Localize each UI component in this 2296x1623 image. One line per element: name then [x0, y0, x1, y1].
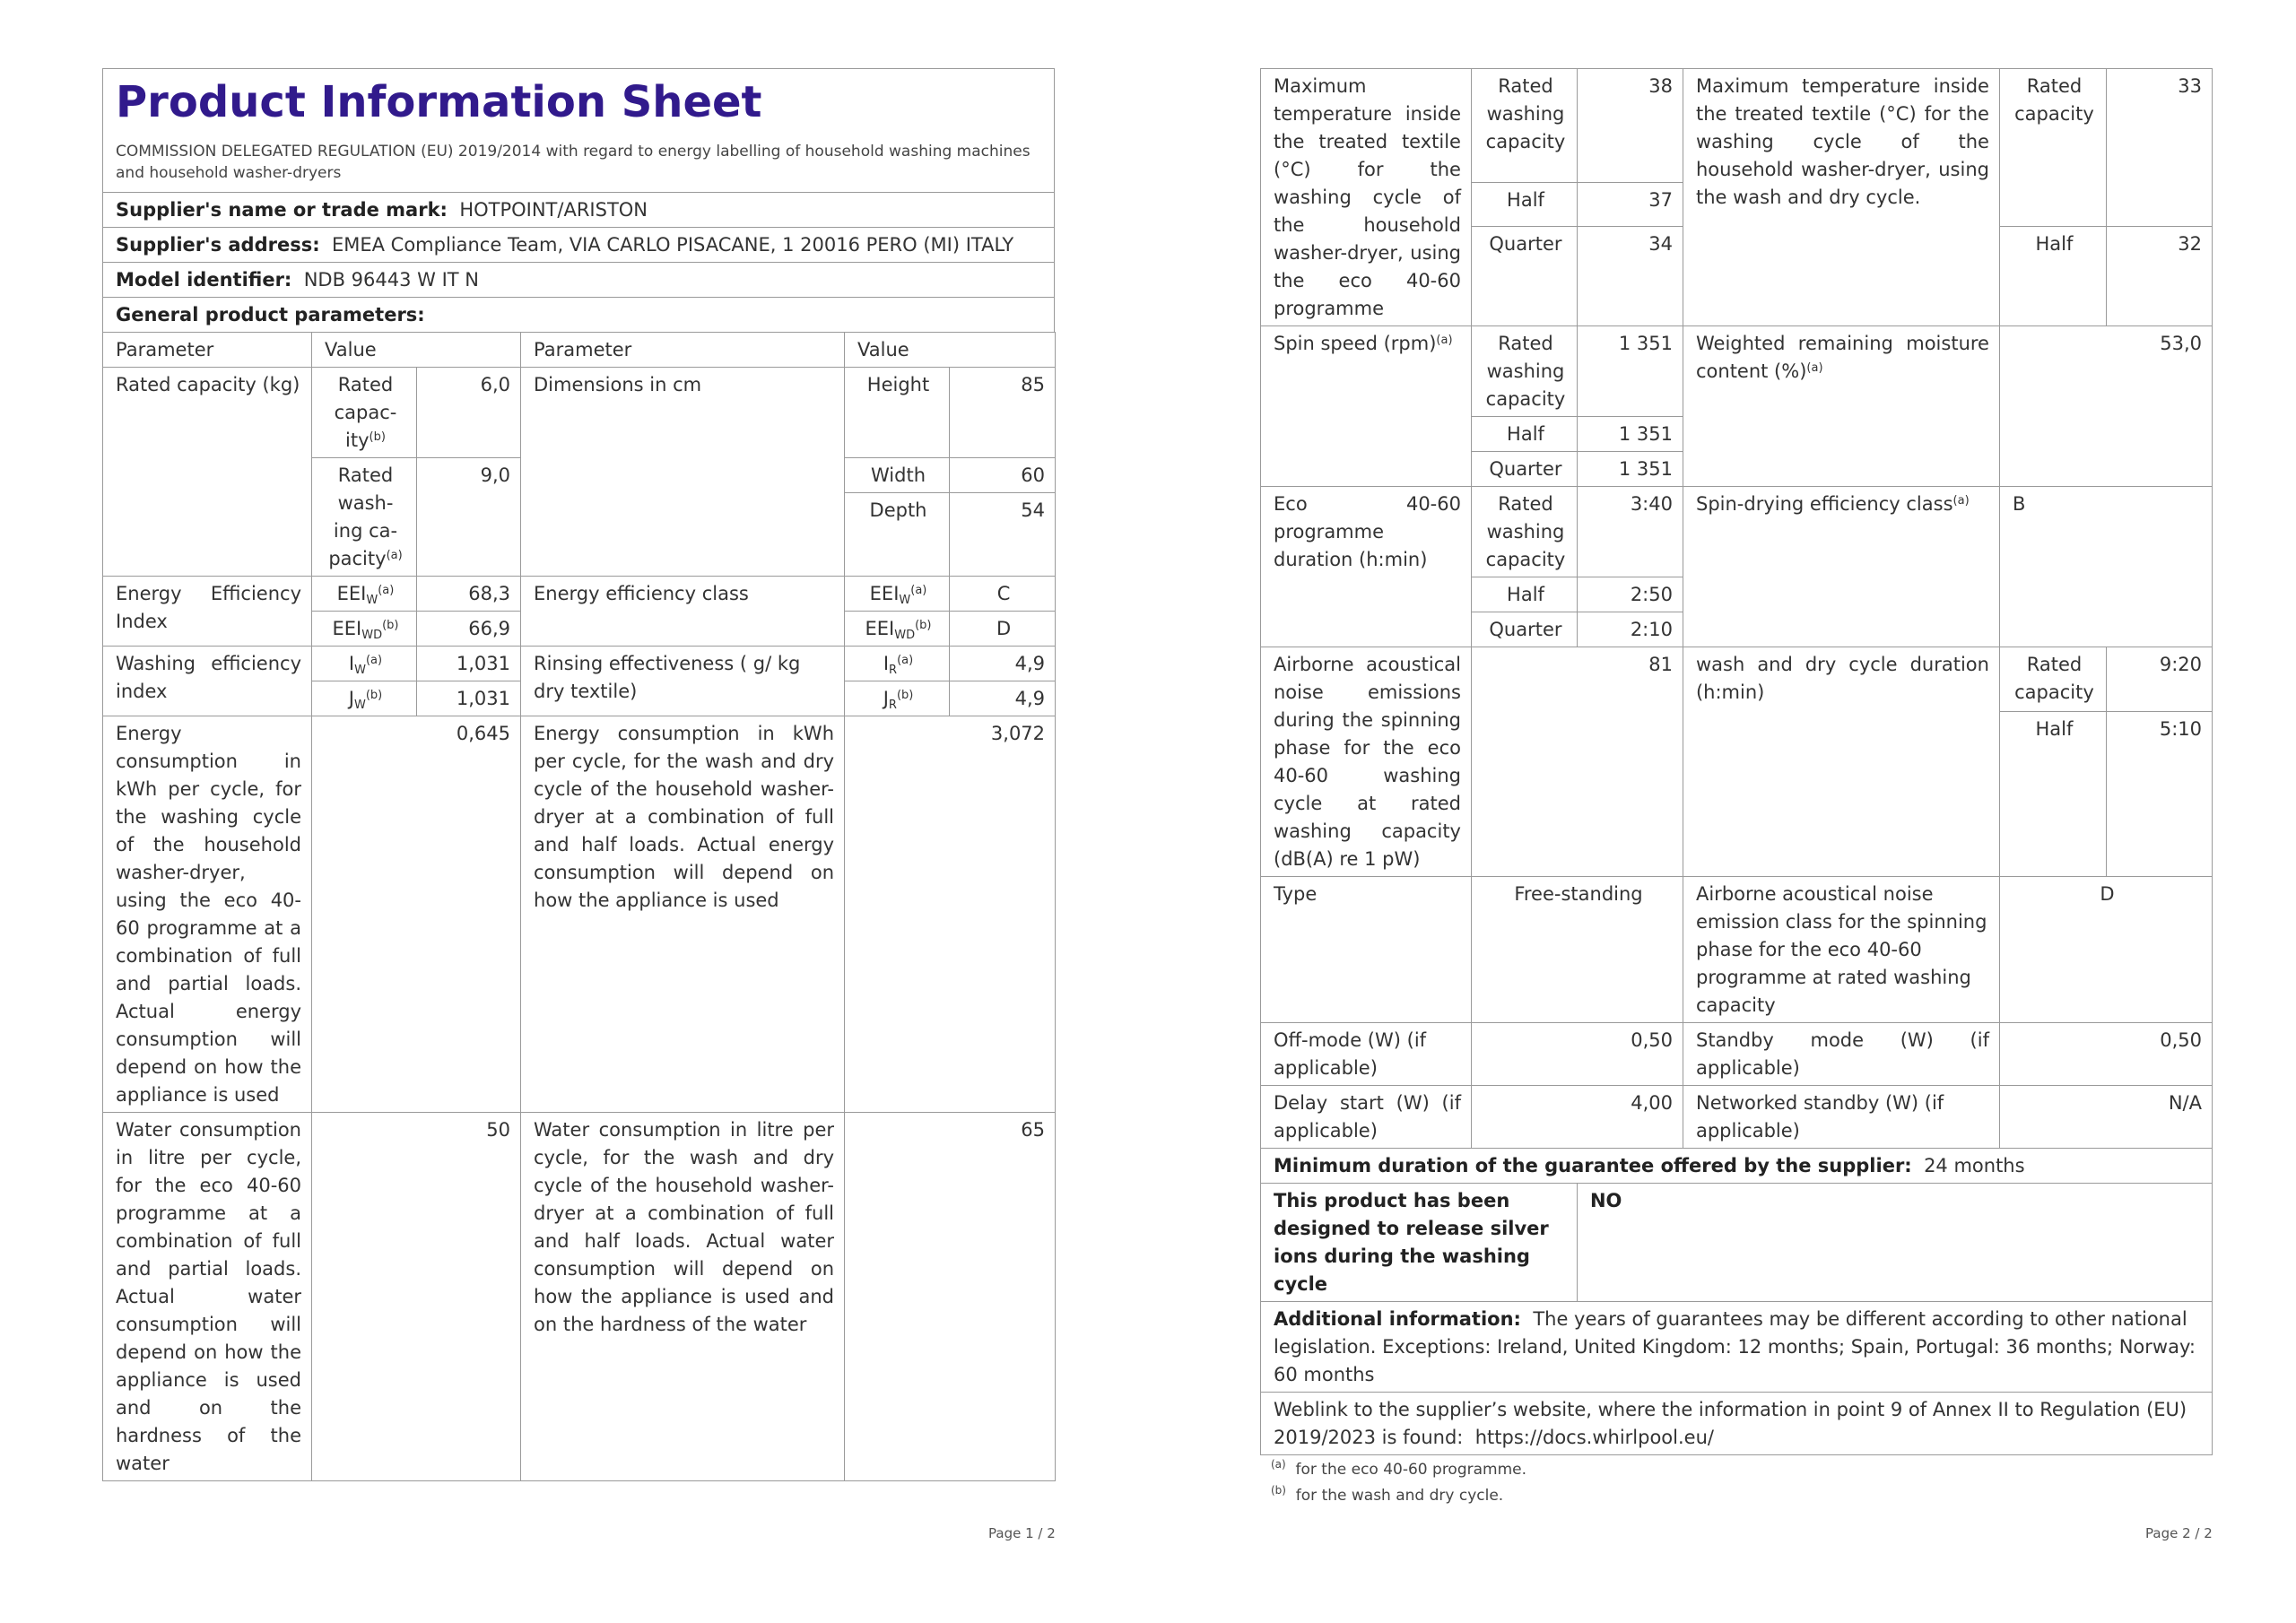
max-temp-quarter-label: Quarter — [1471, 227, 1577, 326]
moisture-value: 53,0 — [1999, 326, 2212, 487]
offmode-row — [1261, 1023, 2213, 1086]
eco-rated-value: 3:40 — [1577, 487, 1683, 577]
silver-label: This product has been designed to release silver ions during the washing cycle — [1261, 1184, 1578, 1302]
eeiw-symbol — [312, 577, 417, 612]
footnote-b-text: for the wash and dry cycle. — [1295, 1487, 1504, 1505]
energy-cons-value: 0,645 — [312, 716, 521, 1113]
eeiwd-value: 66,9 — [417, 612, 521, 647]
params-header — [103, 333, 1056, 368]
eeiw-class-value: C — [950, 577, 1056, 612]
sub-w-4: W — [353, 699, 366, 712]
supplier-label: Supplier's name or trade mark: — [116, 199, 448, 221]
sub-w-2: W — [899, 594, 911, 607]
eei-sym-4: EEI — [865, 618, 895, 639]
rated-capacity-sublabel — [312, 368, 417, 458]
max-temp-wd-rated-value: 33 — [2106, 69, 2212, 227]
address-value: EMEA Compliance Team, VIA CARLO PISACANE, 1 20016 PERO (MI) ITALY — [331, 234, 1014, 256]
washing-eff-row-1 — [103, 647, 1056, 681]
rated-capac-text-2: ity — [345, 430, 370, 451]
spin-half-label: Half — [1471, 417, 1577, 452]
params-table — [102, 332, 1056, 1481]
weblink-text: Weblink to the supplier’s website, where the information in point 9 of Annex II to Regulation (EU) 2019/2023 is found: — [1274, 1399, 2187, 1448]
networked-value: N/A — [1999, 1086, 2212, 1149]
params-table-2 — [1260, 68, 2213, 1455]
delay-value: 4,00 — [1471, 1086, 1683, 1149]
eco-quarter-value: 2:10 — [1577, 612, 1683, 647]
water-cons-wd-value: 65 — [845, 1113, 1056, 1481]
eeiw-class-symbol — [845, 577, 950, 612]
eco-half-value: 2:50 — [1577, 577, 1683, 612]
footnote-a-mark: (a) — [386, 549, 403, 562]
rated-washing-value: 9,0 — [417, 458, 521, 577]
rated-capacity-label: Rated capacity (kg) — [103, 368, 312, 577]
model-label: Model identifier: — [116, 269, 292, 291]
general-params-row — [103, 298, 1055, 333]
sub-wd: WD — [361, 629, 383, 642]
sup-a-4: (a) — [897, 654, 914, 667]
max-temp-half-value: 37 — [1577, 182, 1683, 226]
supplier-value: HOTPOINT/ARISTON — [459, 199, 648, 221]
networked-label: Networked standby (W) (if applicable) — [1683, 1086, 1999, 1149]
eei-row-1 — [103, 577, 1056, 612]
footnote-b-mark: (b) — [369, 430, 386, 444]
sub-wd-2: WD — [894, 629, 916, 642]
rated-wash-a: Rated — [337, 464, 394, 486]
energy-cons-row — [103, 716, 1056, 1113]
water-cons-label: Water consumption in litre per cycle, for the eco 40-60 programme at a combination of full and partial loads. Actual water consumption will depend on how the appliance is used and on the hardness of the water — [103, 1113, 312, 1481]
guarantee-value: 24 months — [1924, 1155, 2025, 1176]
additional-value: The years of guarantees may be different according to other national legislation. Exceptions: Ireland, United Kingdom: 12 months; Spain, Portugal: 36 months; Norway: 60 months — [1274, 1308, 2196, 1385]
eco-duration-label: Eco 40-60 programme duration (h:min) — [1261, 487, 1472, 647]
rinsing-label: Rinsing effectiveness ( g/ kg dry textile) — [521, 647, 845, 716]
model-row — [103, 263, 1055, 298]
eei-label: Energy Efficiency Index — [103, 577, 312, 647]
sup-b-4: (b) — [896, 689, 914, 702]
eeiwd-class-value: D — [950, 612, 1056, 647]
spin-half-value: 1 351 — [1577, 417, 1683, 452]
supplier-row — [103, 193, 1055, 228]
wd-rated-label: Rated capacity — [1999, 647, 2106, 712]
footnote-a-text: for the eco 40-60 programme. — [1295, 1461, 1527, 1479]
height-value: 85 — [950, 368, 1056, 458]
delay-row — [1261, 1086, 2213, 1149]
max-temp-quarter-value: 34 — [1577, 227, 1683, 326]
offmode-value: 0,50 — [1471, 1023, 1683, 1086]
width-label: Width — [845, 458, 950, 493]
max-temp-rated-value: 38 — [1577, 69, 1683, 183]
depth-label: Depth — [845, 493, 950, 577]
silver-row — [1261, 1184, 2213, 1302]
spin-class-sup-a: (a) — [1952, 494, 1970, 508]
water-cons-value: 50 — [312, 1113, 521, 1481]
dimensions-label: Dimensions in cm — [521, 368, 845, 577]
sup-a-2: (a) — [910, 584, 927, 597]
eco-half-label: Half — [1471, 577, 1577, 612]
sup-b-2: (b) — [915, 619, 932, 632]
max-temp-wd-rated-label: Rated capacity — [1999, 69, 2106, 227]
general-params-label: General product parameters: — [116, 304, 425, 325]
energy-cons-wd-label: Energy consumption in kWh per cycle, for the wash and dry cycle of the household washer-dryer at a combination of full and half loads. Actual energy consumption will depend on how the appliance is used — [521, 716, 845, 1113]
iw-value: 1,031 — [417, 647, 521, 681]
moisture-sup-a: (a) — [1806, 361, 1823, 375]
title-cell — [103, 69, 1055, 193]
eco-quarter-label: Quarter — [1471, 612, 1577, 647]
ir-symbol — [845, 647, 950, 681]
guarantee-label: Minimum duration of the guarantee offered by the supplier: — [1274, 1155, 1912, 1176]
guarantee-row — [1261, 1149, 2213, 1184]
type-label: Type — [1261, 877, 1472, 1023]
jw-symbol — [312, 681, 417, 716]
i-sym-2: I — [883, 653, 890, 674]
eco-row-1 — [1261, 487, 2213, 577]
energy-cons-label: Energy consumption in kWh per cycle, for the washing cycle of the household washer-dryer, using the eco 40-60 programme at a combination of full and partial loads. Actual energy consumption will depend on how the appliance is used — [103, 716, 312, 1113]
address-label: Supplier's address: — [116, 234, 320, 256]
j-sym-2: J — [883, 688, 889, 709]
moisture-label — [1683, 326, 1999, 487]
page-2 — [1260, 68, 2213, 1507]
eco-rated-label: Rated washing capacity — [1471, 487, 1577, 577]
noise-row-1 — [1261, 647, 2213, 712]
noise-label: Airborne acoustical noise emissions during the spinning phase for the eco 40-60 washing cycle at rated washing capacity (dB(A) re 1 pW) — [1261, 647, 1472, 877]
footnote-b-marker: (b) — [1271, 1484, 1286, 1497]
capacity-row-1 — [103, 368, 1056, 458]
water-cons-row — [103, 1113, 1056, 1481]
page-number-2: Page 2 / 2 — [2145, 1525, 2213, 1541]
col-value-2: Value — [845, 333, 1056, 368]
weblink-row — [1261, 1393, 2213, 1455]
moisture-text: Weighted remaining moisture content (%) — [1695, 333, 1989, 382]
wd-rated-value: 9:20 — [2106, 647, 2212, 712]
footnote-a-marker: (a) — [1271, 1458, 1286, 1471]
additional-row — [1261, 1302, 2213, 1393]
max-temp-label: Maximum temperature inside the treated textile (°C) for the washing cycle of the household washer-dryer, using the eco 40-60 programme — [1261, 69, 1472, 326]
ir-value: 4,9 — [950, 647, 1056, 681]
rated-washing-sublabel — [312, 458, 417, 577]
footnote-a — [1260, 1458, 2213, 1481]
eeiwd-symbol — [312, 612, 417, 647]
page-number-1: Page 1 / 2 — [988, 1525, 1056, 1541]
spin-rated-label: Rated washing capacity — [1471, 326, 1577, 417]
additional-label: Additional information: — [1274, 1308, 1521, 1330]
sub-w: W — [366, 594, 378, 607]
footnote-b — [1260, 1484, 2213, 1507]
weblink-cell — [1261, 1393, 2213, 1455]
col-parameter: Parameter — [103, 333, 312, 368]
noise-class-label: Airborne acoustical noise emission class for the spinning phase for the eco 40-60 programme at rated washing capacity — [1683, 877, 1999, 1023]
spin-quarter-label: Quarter — [1471, 452, 1577, 487]
page-1 — [102, 68, 1055, 1481]
col-parameter-2: Parameter — [521, 333, 845, 368]
sup-a: (a) — [378, 584, 395, 597]
eei-sym-3: EEI — [332, 618, 362, 639]
header-table — [102, 68, 1055, 333]
jr-symbol — [845, 681, 950, 716]
standby-label: Standby mode (W) (if applicable) — [1683, 1023, 1999, 1086]
jr-value: 4,9 — [950, 681, 1056, 716]
j-sym: J — [348, 688, 354, 709]
sup-b: (b) — [382, 619, 399, 632]
regulation-text: COMMISSION DELEGATED REGULATION (EU) 2019/2014 with regard to energy labelling of household washing machines and household washer-dryers — [116, 143, 1031, 182]
standby-value: 0,50 — [1999, 1023, 2212, 1086]
spin-quarter-value: 1 351 — [1577, 452, 1683, 487]
max-temp-half-label: Half — [1471, 182, 1577, 226]
silver-value: NO — [1577, 1184, 2212, 1302]
water-cons-wd-label: Water consumption in litre per cycle, for the wash and dry cycle of the household washer-dryer at a combination of full and half loads. Actual water consumption will depend on how the appliance is used and on the hardness of the water — [521, 1113, 845, 1481]
noise-value: 81 — [1471, 647, 1683, 877]
jw-value: 1,031 — [417, 681, 521, 716]
energy-class-label: Energy efficiency class — [521, 577, 845, 647]
offmode-label: Off-mode (W) (if applicable) — [1261, 1023, 1472, 1086]
spin-row-1 — [1261, 326, 2213, 417]
sub-r-2: R — [888, 699, 897, 712]
eeiw-value: 68,3 — [417, 577, 521, 612]
spin-speed-text: Spin speed (rpm) — [1274, 333, 1437, 354]
page-title: Product Information Sheet — [116, 77, 762, 127]
max-temp-rated-label: Rated washing capacity — [1471, 69, 1577, 183]
type-value: Free-standing — [1471, 877, 1683, 1023]
spin-class-label — [1683, 487, 1999, 647]
rated-capac-text: Rated capac- — [334, 374, 397, 423]
max-temp-wd-label: Maximum temperature inside the treated textile (°C) for the washing cycle of the household washer-dryer, using the wash and dry cycle. — [1683, 69, 1999, 326]
eei-sym-2: EEI — [869, 583, 900, 604]
wd-duration-label: wash and dry cycle duration (h:min) — [1683, 647, 1999, 877]
max-temp-wd-half-value: 32 — [2106, 227, 2212, 326]
spin-rated-value: 1 351 — [1577, 326, 1683, 417]
wd-half-value: 5:10 — [2106, 712, 2212, 877]
rated-capacity-value: 6,0 — [417, 368, 521, 458]
eeiwd-class-symbol — [845, 612, 950, 647]
sub-w-3: W — [354, 664, 366, 677]
address-row — [103, 228, 1055, 263]
i-sym: I — [348, 653, 355, 674]
model-value: NDB 96443 W IT N — [303, 269, 479, 291]
sup-a-3: (a) — [365, 654, 383, 667]
sub-r: R — [889, 664, 898, 677]
eei-sym: EEI — [336, 583, 367, 604]
max-temp-wd-half-label: Half — [1999, 227, 2106, 326]
type-row — [1261, 877, 2213, 1023]
iw-symbol — [312, 647, 417, 681]
weblink-url[interactable]: https://docs.whirlpool.eu/ — [1474, 1427, 1714, 1448]
col-value: Value — [312, 333, 521, 368]
guarantee-cell — [1261, 1149, 2213, 1184]
spin-sup-a: (a) — [1436, 334, 1453, 347]
spin-class-value: B — [1999, 487, 2212, 647]
noise-class-value: D — [1999, 877, 2212, 1023]
rated-wash-d: pacity — [328, 548, 387, 569]
sup-b-3: (b) — [365, 689, 383, 702]
spin-speed-label — [1261, 326, 1472, 487]
delay-label: Delay start (W) (if applicable) — [1261, 1086, 1472, 1149]
additional-cell — [1261, 1302, 2213, 1393]
washing-eff-label: Washing efficiency index — [103, 647, 312, 716]
height-label: Height — [845, 368, 950, 458]
depth-value: 54 — [950, 493, 1056, 577]
spin-class-text: Spin-drying efficiency class — [1695, 493, 1953, 515]
max-temp-row-1 — [1261, 69, 2213, 183]
wd-half-label: Half — [1999, 712, 2106, 877]
rated-wash-c: ing ca- — [333, 520, 398, 542]
rated-wash-b: wash- — [337, 492, 394, 514]
width-value: 60 — [950, 458, 1056, 493]
energy-cons-wd-value: 3,072 — [845, 716, 1056, 1113]
